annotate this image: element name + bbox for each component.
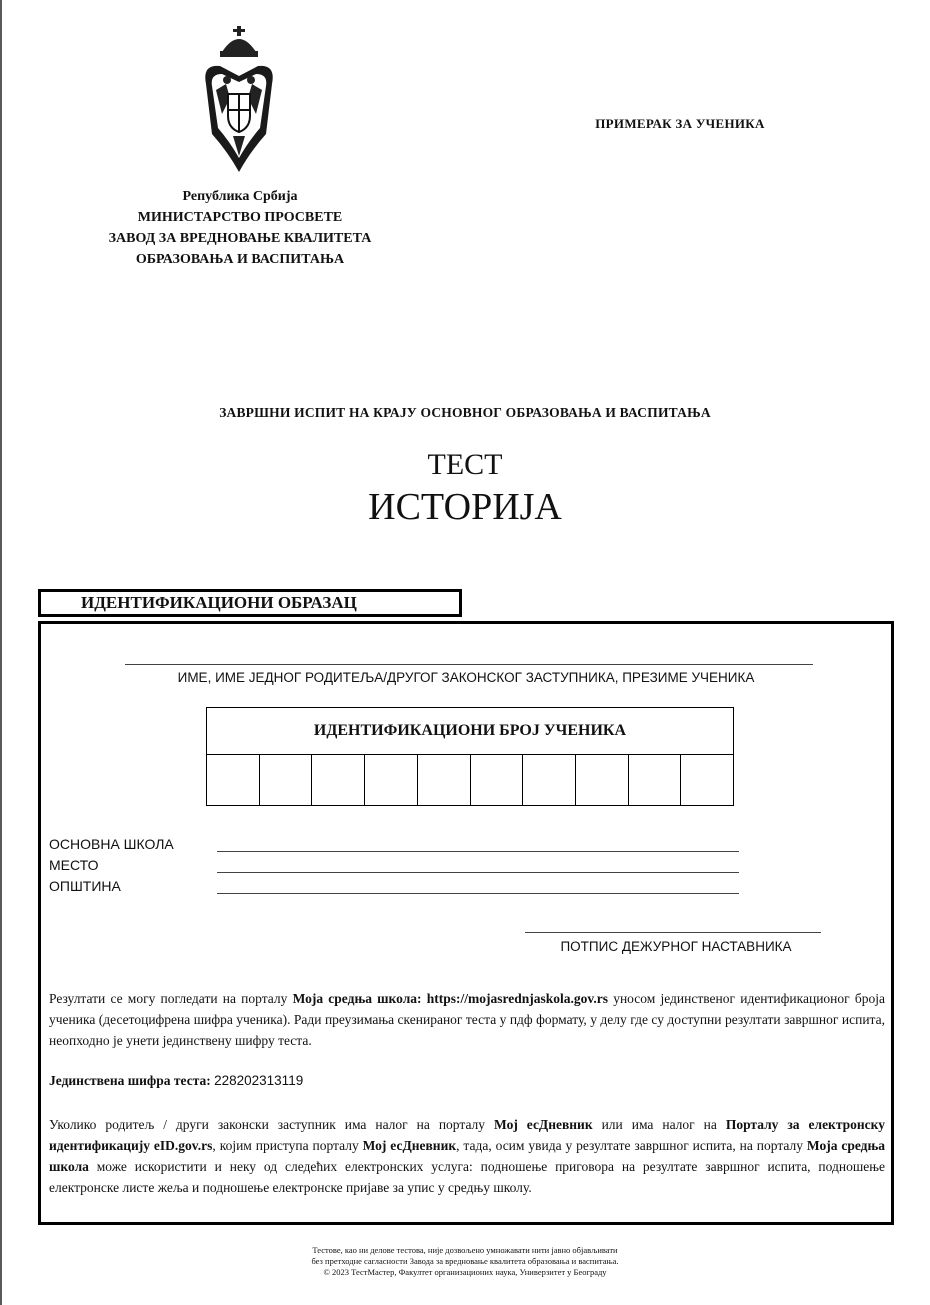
copy-label: ПРИМЕРАК ЗА УЧЕНИКА — [595, 116, 765, 131]
results-paragraph — [49, 988, 885, 1051]
test-label: ТЕСТ — [427, 448, 503, 481]
institution-header — [60, 186, 420, 270]
municipality-field — [49, 876, 739, 898]
portal-name: Мој есДневник — [494, 1117, 593, 1132]
identification-form — [38, 621, 894, 1225]
footer-line: © 2023 ТестМастер, Факултет организационих наука, Универзитет у Београду — [323, 1267, 607, 1277]
footer-line: без претходне сагласности Завода за вредновање квалитета образовања и васпитања. — [311, 1256, 619, 1266]
portal-name: Мој есДневник — [362, 1138, 457, 1153]
id-digit-cell[interactable] — [629, 755, 682, 806]
header-line: Република Србија — [182, 189, 298, 204]
para-text: , тада, осим увида у резултате завршног испита, на порталу — [456, 1138, 807, 1153]
student-id-cells — [207, 755, 733, 806]
footer-line: Тестове, као ни делове тестова, није дозвољено умножавати нити јавно објављивати — [312, 1245, 618, 1255]
portal-link: Моја средња школа: https://mojasrednjaskola.gov.rs — [292, 991, 608, 1006]
subject-title: ИСТОРИЈА — [368, 486, 562, 528]
name-input-line[interactable] — [125, 664, 813, 665]
signature-caption: ПОТПИС ДЕЖУРНОГ НАСТАВНИКА — [560, 939, 792, 954]
services-paragraph — [49, 1114, 885, 1198]
id-digit-cell[interactable] — [576, 755, 629, 806]
para-text: , којим приступа порталу — [212, 1138, 363, 1153]
para-text: или има налог на — [592, 1117, 726, 1132]
header-line: ОБРАЗОВАЊА И ВАСПИТАЊА — [135, 252, 345, 267]
school-input-line[interactable] — [217, 851, 739, 852]
signature-line[interactable] — [525, 932, 821, 933]
para-text: Уколико родитељ / други законски заступник има налог на порталу — [49, 1117, 495, 1132]
place-field — [49, 855, 739, 877]
para-text: Резултати се могу погледати на порталу — [49, 991, 293, 1006]
id-digit-cell[interactable] — [523, 755, 576, 806]
para-text: уносом јединственог идентификационог броја ученика (десетоцифрена шифра ученика). Ради преузимања скенираног теста у пдф формату, у делу где су доступни резултати завршног испита, неопходно је унети јединствену шифру теста. — [49, 991, 885, 1048]
portal-name: Моја средња школа — [49, 1138, 885, 1174]
municipality-input-line[interactable] — [217, 893, 739, 894]
id-digit-cell[interactable] — [207, 755, 260, 806]
id-digit-cell[interactable] — [681, 755, 733, 806]
header-line: МИНИСТАРСТВО ПРОСВЕТЕ — [137, 210, 343, 225]
municipality-label: ОПШТИНА — [49, 878, 121, 894]
coat-of-arms-icon — [200, 24, 278, 174]
student-id-table — [206, 707, 734, 806]
para-text: може искористити и неку од следећих електронских услуга: подношење приговора на резултате завршног испита, подношење електронске листе жеља и подношење електронске пријаве за упис у средњу школу. — [49, 1159, 885, 1195]
name-caption: ИМЕ, ИМЕ ЈЕДНОГ РОДИТЕЉА/ДРУГОГ ЗАКОНСКОГ ЗАСТУПНИКА, ПРЕЗИМЕ УЧЕНИКА — [177, 670, 755, 685]
header-line: ЗАВОД ЗА ВРЕДНОВАЊЕ КВАЛИТЕТА — [108, 231, 372, 246]
form-title: ИДЕНТИФИКАЦИОНИ ОБРАЗАЦ — [38, 589, 462, 617]
test-code-line — [49, 1073, 303, 1089]
id-digit-cell[interactable] — [260, 755, 313, 806]
id-digit-cell[interactable] — [312, 755, 365, 806]
student-id-title: ИДЕНТИФИКАЦИОНИ БРОЈ УЧЕНИКА — [207, 708, 733, 755]
id-digit-cell[interactable] — [365, 755, 418, 806]
id-digit-cell[interactable] — [418, 755, 471, 806]
page-edge — [0, 0, 2, 1305]
test-code-value: 228202313119 — [214, 1073, 304, 1088]
school-label: ОСНОВНА ШКОЛА — [49, 836, 174, 852]
exam-title: ЗАВРШНИ ИСПИТ НА КРАЈУ ОСНОВНОГ ОБРАЗОВАЊА И ВАСПИТАЊА — [219, 405, 711, 420]
test-code-label: Јединствена шифра теста: — [49, 1073, 211, 1088]
portal-name: Порталу за електронску идентификацију eID.gov.rs — [49, 1117, 885, 1153]
place-label: МЕСТО — [49, 857, 99, 873]
id-digit-cell[interactable] — [471, 755, 524, 806]
place-input-line[interactable] — [217, 872, 739, 873]
school-field — [49, 834, 739, 856]
footer-notice — [0, 1245, 930, 1278]
